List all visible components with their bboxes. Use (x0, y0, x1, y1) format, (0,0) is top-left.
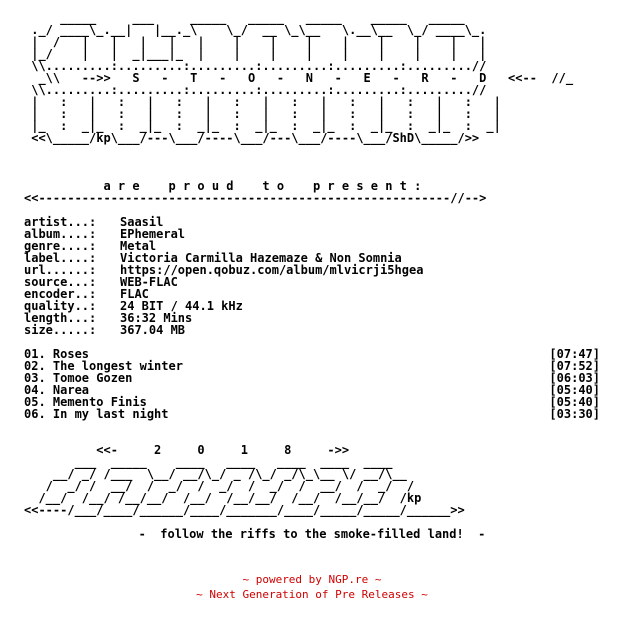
release-field-key: album....: (24, 227, 97, 241)
header-art-line: | : | : | : | : | : | : | : | : | (24, 95, 501, 109)
track-title: 04. Narea (24, 383, 90, 397)
header-art-line: | / | | | | | | | | | | | | | (24, 35, 487, 49)
header-art-line: ._/ ____\_.__| |__._\ \_/ __ \_\__ \.__\__ \_/ ____\_. (24, 23, 487, 37)
footer-art-line: <<- 2 0 1 8 ->> (24, 443, 350, 457)
track-row (24, 408, 600, 420)
release-field-value: Victoria Carmilla Hazemaze & Non Somnia (120, 251, 402, 265)
release-field (24, 264, 616, 276)
release-info (24, 216, 616, 336)
footer-ascii-art (24, 444, 616, 516)
tracklist (24, 348, 616, 420)
release-field-value: 36:32 Mins (120, 311, 193, 325)
track-title: 06. In my last night (24, 407, 169, 421)
header-art-line: \\.........:.........:.........:.........:.........:.........// (24, 83, 487, 97)
release-field-value: Saasil (120, 215, 164, 229)
track-title: 01. Roses (24, 347, 90, 361)
header-art-line: _____ ___ _____ _____ _____ _____ _____ (24, 11, 465, 25)
release-field-key: genre....: (24, 239, 97, 253)
release-field-value: EPhemeral (120, 227, 186, 241)
header-art-line: <<\_____/kp\___/---\___/----\___/---\___/----\___/ShD\_____/>> (24, 131, 480, 145)
footer-art-line: __/ _/ /___ \__/ __/\_/ _ /\_/ _/\_\__ \/ __/\__ (24, 467, 407, 481)
track-row (24, 372, 600, 384)
release-field-value: https://open.qobuz.com/album/mlvicrji5hgea (120, 263, 424, 277)
release-field-key: encoder..: (24, 287, 97, 301)
release-field (24, 228, 616, 240)
release-field (24, 288, 616, 300)
release-field-key: quality..: (24, 299, 97, 313)
release-field (24, 276, 616, 288)
header-art-line: |_/ | | _|___|_ | | | | | | | | | (24, 47, 487, 61)
track-time: [03:30] (549, 407, 600, 421)
release-field-value: FLAC (120, 287, 149, 301)
header-art-line: \\.........:.........:.........:.........:.........:.........// (24, 59, 487, 73)
track-time: [07:52] (549, 359, 600, 373)
nfo-document (24, 12, 616, 540)
track-title: 03. Tomoe Gozen (24, 371, 133, 385)
release-field-key: source...: (24, 275, 97, 289)
release-field (24, 216, 616, 228)
track-time: [05:40] (549, 395, 600, 409)
header-art-line: | : | : | : | : | : | : | : | : | (24, 107, 501, 121)
spacer (24, 420, 616, 432)
header-art-line: |_ : _|_ : _|_ : _|_ : _|_ : _|_ : _|_ : _|_ : _| (24, 119, 501, 133)
credits (0, 572, 624, 602)
footer-art-line: / _/ / __/ / _/ / _/ / _/ / __/ / _/ / (24, 479, 415, 493)
release-field (24, 300, 616, 312)
tagline: - follow the riffs to the smoke-filled land! - (138, 527, 486, 541)
credits-line-powered-by: ~ powered by NGP.re ~ (242, 573, 382, 586)
footer-art-line: <<----/___/____/______/____/_______/____/_____/_____/______>> (24, 503, 465, 517)
release-field (24, 312, 616, 324)
present-line: a r e p r o u d t o p r e s e n t : (24, 179, 422, 193)
release-field-value: WEB-FLAC (120, 275, 178, 289)
track-time: [06:03] (549, 371, 600, 385)
release-field-value: 367.04 MB (120, 323, 186, 337)
release-field-value: 24 BIT / 44.1 kHz (120, 299, 243, 313)
footer-art-line: /__/ /__/ /__/__/ /__/ /__/__/ /__/ /__/__/ /kp (24, 491, 422, 505)
track-time: [05:40] (549, 383, 600, 397)
track-title: 05. Memento Finis (24, 395, 147, 409)
header-art-line: _\\ -->> S - T - O - N - E - R - D <<-- //_ (24, 71, 574, 85)
release-field-key: size.....: (24, 323, 97, 337)
spacer (24, 204, 616, 216)
spacer (24, 336, 616, 348)
release-field-key: artist...: (24, 215, 97, 229)
release-field-key: url......: (24, 263, 97, 277)
track-time: [07:47] (549, 347, 600, 361)
footer-art-line: ___ _____ ____ ____ ____ ____ ____ (24, 455, 393, 469)
release-field (24, 324, 616, 336)
track-title: 02. The longest winter (24, 359, 183, 373)
header-ascii-art (24, 12, 616, 180)
release-field-key: label....: (24, 251, 97, 265)
release-field-key: length...: (24, 311, 97, 325)
release-field-value: Metal (120, 239, 157, 253)
present-rule: <<---------------------------------------------------------//--> (24, 191, 487, 205)
credits-line-ngp: ~ Next Generation of Pre Releases ~ (196, 588, 428, 601)
